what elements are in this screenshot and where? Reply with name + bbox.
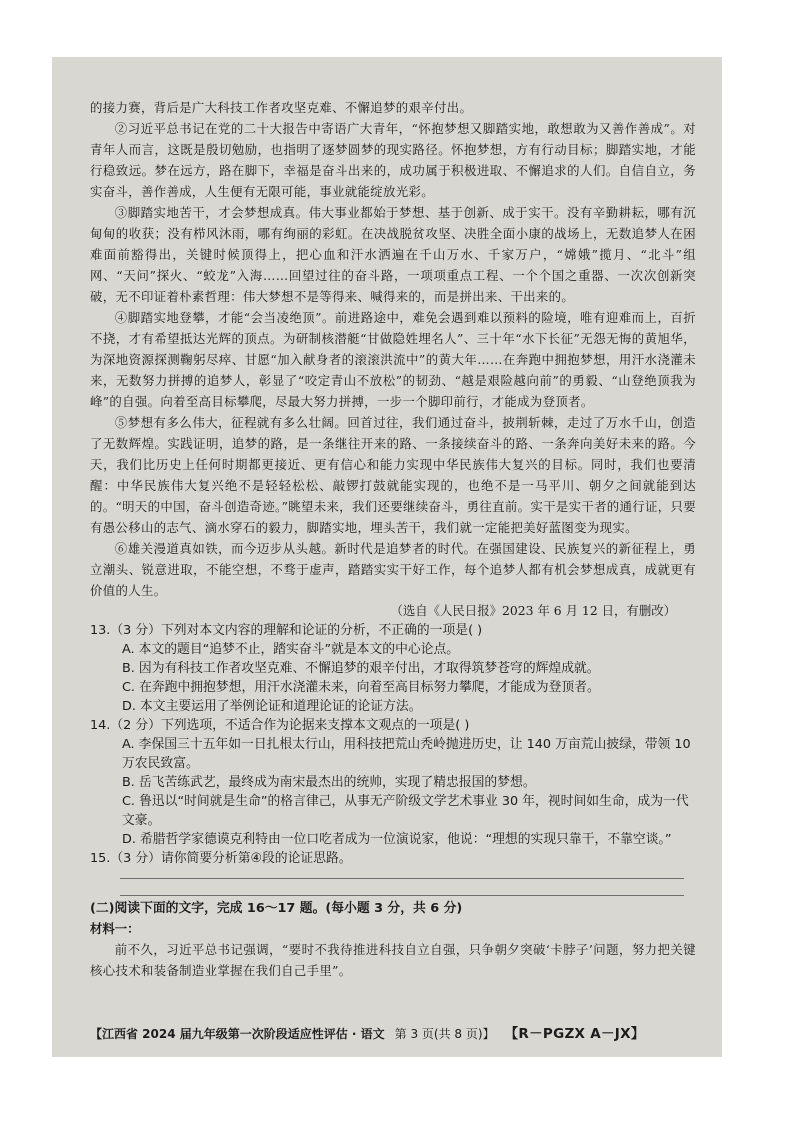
- paragraph-5: ⑤梦想有多么伟大，征程就有多么壮阔。回首过往，我们通过奋斗，披荆斩棘，走过了万水千山，创造了无数辉煌。实践证明，追梦的路，是一条继往开来的路、一条接续奋斗的路、一条奔向美好未来的路。今天，我们比历史上任何时期都更接近、更有信心和能力实现中华民族伟大复兴的目标。同时，我们也要清醒：中华民族伟大复兴绝不是轻轻松松、敲锣打鼓就能实现的，也绝不是一马平川、朝夕之间就能到达的。“明天的中国，奋斗创造奇迹。”眺望未来，我们还要继续奋斗，勇往直前。实干是实干者的通行证，只要有愚公移山的志气、滴水穿石的毅力，脚踏实地，埋头苦干，我们就一定能把美好蓝图变为现实。: [90, 415, 696, 535]
- option-d: D. 本文主要运用了举例论证和道理论证的论证方法。: [122, 699, 422, 714]
- option-b: B. 因为有科技工作者攻坚克难、不懈追梦的艰辛付出，才取得筑梦苍穹的辉煌成就。: [122, 661, 600, 676]
- material-1-title: 材料一：: [90, 921, 140, 936]
- passage-line-top: 的接力赛，背后是广大科技工作者攻坚克难、不懈追梦的艰辛付出。: [90, 100, 473, 115]
- paragraph-6: ⑥雄关漫道真如铁，而今迈步从头越。新时代是追梦者的时代。在强国建设、民族复兴的新征程上，勇立潮头、锐意进取，不能空想，不骛于虚声，踏踏实实干好工作，每个追梦人都有机会梦想成真，成就更有价值的人生。: [90, 541, 696, 598]
- question-stem: 15.（3 分）请你简要分析第④段的论证思路。: [90, 851, 352, 866]
- option-c: C. 在奔跑中拥抱梦想，用汗水浇灌未来，向着至高目标努力攀爬，才能成为登顶者。: [122, 680, 600, 695]
- option-a: A. 本文的题目“追梦不止，踏实奋斗”就是本文的中心论点。: [122, 642, 460, 657]
- question-stem: 14.（2 分）下列选项，不适合作为论据来支撑本文观点的一项是( ): [90, 718, 470, 733]
- option-a: A. 李保国三十五年如一日扎根太行山，用科技把荒山秃岭抛进历史，让 140 万亩荒山披绿，带领 10 万农民致富。: [122, 737, 691, 771]
- question-14: [90, 716, 696, 849]
- question-15: [90, 849, 696, 896]
- exam-code: 【R－PGZX A－JX】: [504, 1026, 645, 1042]
- option-b: B. 岳飞苦练武艺，最终成为南宋最杰出的统帅，实现了精忠报国的梦想。: [122, 775, 536, 790]
- section-2-heading: (二)阅读下面的文字，完成 16～17 题。(每小题 3 分，共 6 分): [90, 901, 463, 916]
- option-c: C. 鲁迅以“时间就是生命”的格言律己，从事无产阶级文学艺术事业 30 年，视时间如生命，成为一代文豪。: [122, 794, 689, 828]
- footer-title: 【江西省 2024 届九年级第一次阶段适应性评估 · 语文: [90, 1027, 385, 1041]
- material-1-text: 前不久，习近平总书记强调，“要时不我待推进科技自立自强，只争朝夕突破‘卡脖子’问题，努力把关键核心技术和装备制造业掌握在我们自己手里”。: [90, 942, 696, 978]
- page-footer: [90, 1025, 696, 1043]
- answer-line[interactable]: [120, 878, 684, 879]
- paragraph-2: ②习近平总书记在党的二十大报告中寄语广大青年，“怀抱梦想又脚踏实地，敢想敢为又善作善成”。对青年人而言，这既是殷切勉励，也指明了逐梦圆梦的现实路径。怀抱梦想，方有行动目标；脚踏实地，才能行稳致远。梦在远方，路在脚下，幸福是奋斗出来的，成功属于积极进取、不懈追求的人们。自信自立，务实奋斗，善作善成，人生便有无限可能，事业就能绽放光彩。: [90, 121, 696, 199]
- paragraph-3: ③脚踏实地苦干，才会梦想成真。伟大事业都始于梦想、基于创新、成于实干。没有辛勤耕耘，哪有沉甸甸的收获；没有栉风沐雨，哪有绚丽的彩虹。在决战脱贫攻坚、决胜全面小康的战场上，无数追梦人在困难面前豁得出，关键时候顶得上，把心血和汗水洒遍在千山万水、千家万户，“嫦娥”揽月、“北斗”组网、“天问”探火、“蛟龙”入海……回望过往的奋斗路，一项项重点工程、一个个国之重器、一次次创新突破，无不印证着朴素哲理：伟大梦想不是等得来、喊得来的，而是拼出来、干出来的。: [90, 205, 696, 304]
- material-1: [90, 939, 696, 981]
- answer-line[interactable]: [120, 895, 684, 896]
- question-13: [90, 621, 696, 716]
- reading-passage: [90, 97, 696, 601]
- passage-source: （选自《人民日报》2023 年 6 月 12 日，有删改）: [390, 603, 676, 618]
- page-number: 第 3 页(共 8 页)】: [394, 1027, 495, 1041]
- option-d: D. 希腊哲学家德谟克利特由一位口吃者成为一位演说家，他说：“理想的实现只靠干，不靠空谈。”: [122, 832, 672, 847]
- paragraph-4: ④脚踏实地登攀，才能“会当凌绝顶”。前进路途中，难免会遇到难以预料的险境，唯有迎难而上，百折不挠，才有希望抵达光辉的顶点。为研制核潜艇“甘做隐姓埋名人”、三十年“水下长征”无怨无悔的黄旭华，为深地资源探测鞠躬尽瘁、甘愿“加入献身者的滚滚洪流中”的黄大年……在奔跑中拥抱梦想，用汗水浇灌未来，无数努力拼搏的追梦人，彰显了“咬定青山不放松”的韧劲、“越是艰险越向前”的勇毅、“山登绝顶我为峰”的自强。向着至高目标攀爬，尽最大努力拼搏，一步一个脚印前行，才能成为登顶者。: [90, 310, 696, 409]
- exam-page: [52, 57, 722, 1057]
- question-stem: 13.（3 分）下列对本文内容的理解和论证的分析，不正确的一项是( ): [90, 623, 483, 638]
